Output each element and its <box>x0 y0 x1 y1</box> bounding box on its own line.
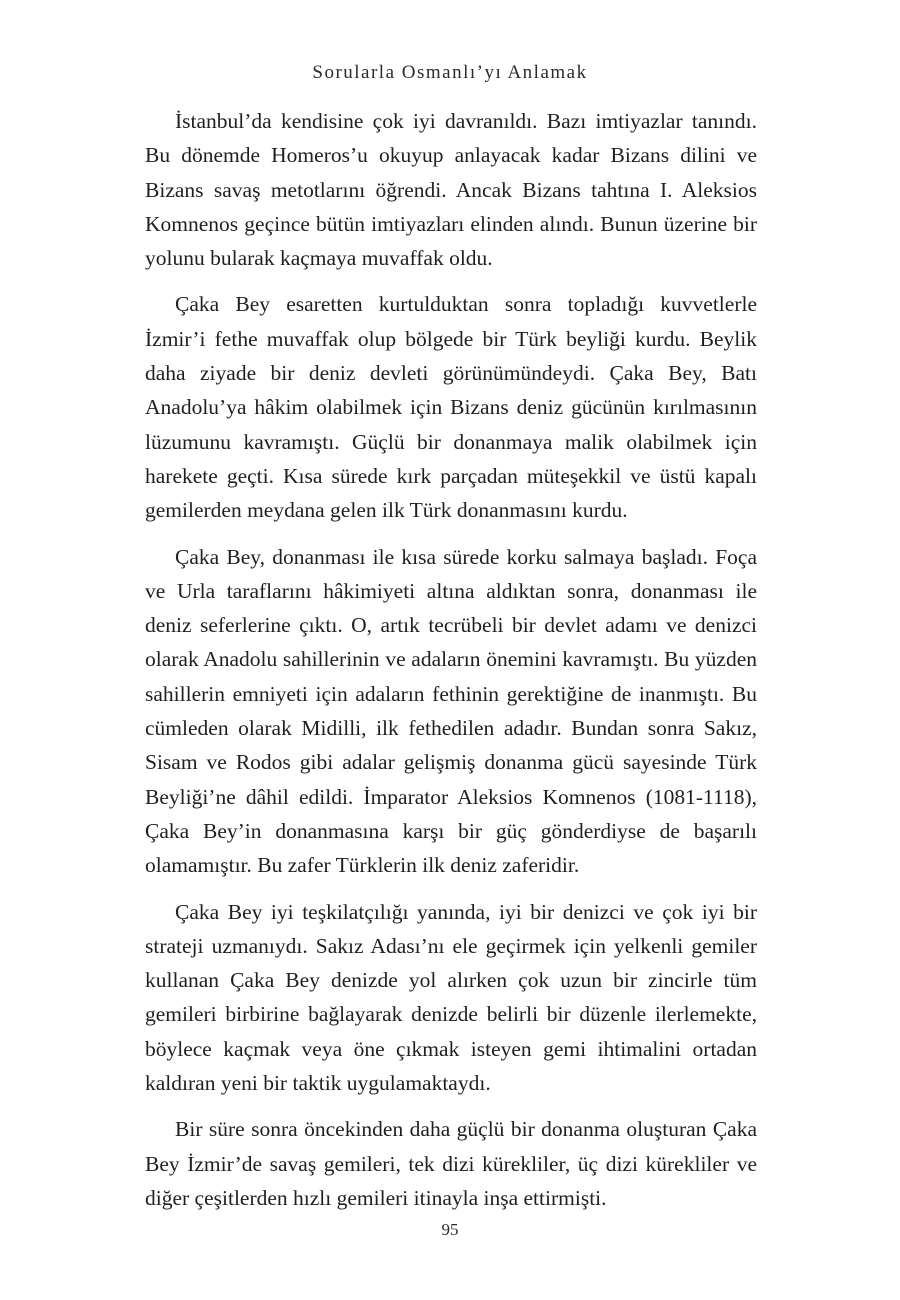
running-head-title: Sorularla Osmanlı’yı Anlamak <box>312 62 588 83</box>
body-text <box>145 104 757 1227</box>
page-number: 95 <box>441 1220 459 1239</box>
paragraph: Bir süre sonra öncekinden daha güçlü bir donanma oluşturan Çaka Bey İzmir’de savaş gemileri, tek dizi kürekliler, üç dizi kürekliler ve diğer çeşitlerden hızlı gemileri itinayla inşa ettirmişti. <box>145 1117 757 1210</box>
paragraph: Çaka Bey iyi teşkilatçılığı yanında, iyi bir denizci ve çok iyi bir strateji uzmanıydı. Sakız Adası’nı ele geçirmek için yelkenli gemiler kullanan Çaka Bey denizde yol alırken çok uzun bir zincirle tüm gemileri birbirine bağlayarak denizde belirli bir düzenle ilerlemekte, böylece kaçmak veya öne çıkmak isteyen gemi ihtimalini ortadan kaldıran yeni bir taktik uygulamaktaydı. <box>145 899 757 1096</box>
paragraph: İstanbul’da kendisine çok iyi davranıldı. Bazı imtiyazlar tanındı. Bu dönemde Homeros’u okuyup anlayacak kadar Bizans dilini ve Bizans savaş metotlarını öğrendi. Ancak Bizans tahtına I. Aleksios Komnenos geçince bütün imtiyazları elinden alındı. Bunun üzerine bir yolunu bularak kaçmaya muvaffak oldu. <box>145 109 757 271</box>
paragraph: Çaka Bey, donanması ile kısa sürede korku salmaya başladı. Foça ve Urla taraflarını hâkimiyeti altına aldıktan sonra, donanması ile deniz seferlerine çıktı. O, artık tecrübeli bir devlet adamı ve denizci olarak Anadolu sahillerinin ve adaların önemini kavramıştı. Bu yüzden sahillerin emniyeti için adaların fethinin gerektiğine de inanmıştı. Bu cümleden olarak Midilli, ilk fethedilen adadır. Bundan sonra Sakız, Sisam ve Rodos gibi adalar gelişmiş donanma gücü sayesinde Türk Beyliği’ne dâhil edildi. İmparator Aleksios Komnenos (1081-1118), Çaka Bey’in donanmasına karşı bir güç gönderdiyse de başarılı olamamıştır. Bu zafer Türklerin ilk deniz zaferidir. <box>145 544 757 878</box>
paragraph: Çaka Bey esaretten kurtulduktan sonra topladığı kuvvetlerle İzmir’i fethe muvaffak olup bölgede bir Türk beyliği kurdu. Beylik daha ziyade bir deniz devleti görünümündeydi. Çaka Bey, Batı Anadolu’ya hâkim olabilmek için Bizans deniz gücünün kırılmasının lüzumunu kavramıştı. Güçlü bir donanmaya malik olabilmek için harekete geçti. Kısa sürede kırk parçadan müteşekkil ve üstü kapalı gemilerden meydana gelen ilk Türk donanmasını kurdu. <box>145 292 757 523</box>
